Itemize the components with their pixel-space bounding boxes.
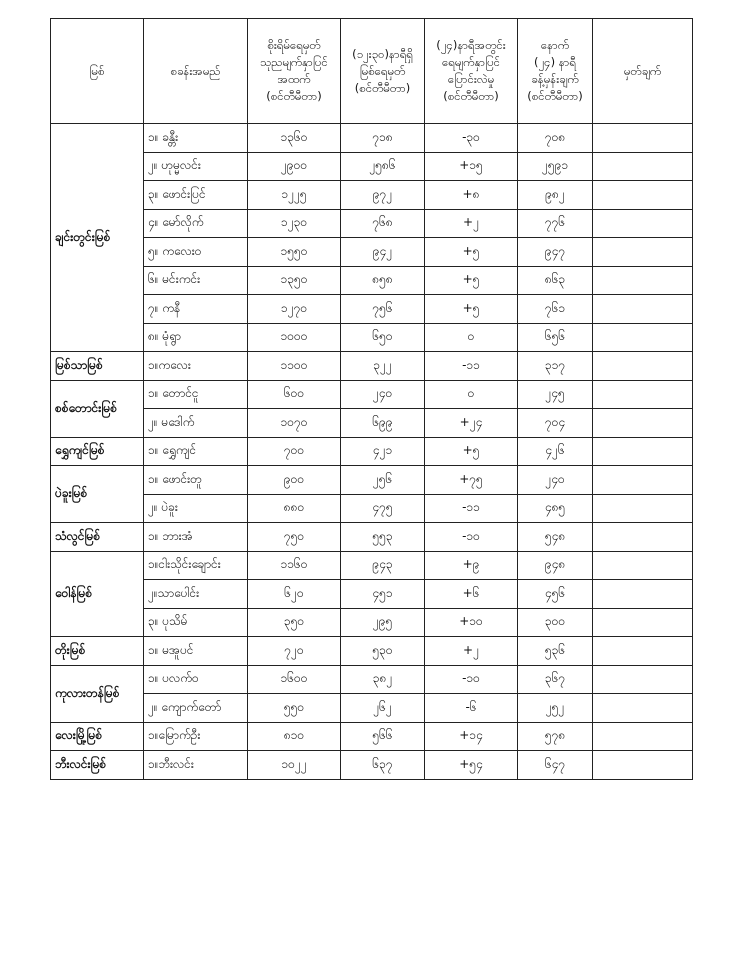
current-level-cell: ၂၄၀	[341, 380, 425, 409]
station-name-cell: ၃။ ပုသိမ်	[144, 608, 248, 637]
forecast-cell: ၃၆၇	[518, 665, 593, 694]
forecast-cell: ၆၅၆	[518, 323, 593, 352]
danger-level-cell: ၁၀၀၀	[248, 323, 341, 352]
current-level-cell: ၂၅၈၆	[341, 152, 425, 181]
change-cell: +၅၄	[425, 751, 518, 780]
table-row	[51, 295, 693, 324]
note-cell	[593, 323, 693, 352]
header-danger-line: စိုးရိမ်ရေမှတ်	[267, 38, 321, 52]
table-row	[51, 380, 693, 409]
forecast-cell: ၅၄၈	[518, 523, 593, 552]
header-change-line: ရေမျက်နှာပြင်	[441, 55, 501, 69]
change-cell: +၅	[425, 266, 518, 295]
note-cell	[593, 352, 693, 381]
station-name-cell: ၁။ တောင်ငူ	[144, 380, 248, 409]
station-name-cell: ၁။ ဘားအံ	[144, 523, 248, 552]
danger-level-cell: ၃၅၀	[248, 608, 341, 637]
table-row	[51, 266, 693, 295]
station-name-cell: ၈။ မုံရွာ	[144, 323, 248, 352]
station-name-cell: ၂။ ပဲခူး	[144, 494, 248, 523]
danger-level-cell: ၇၂၀	[248, 637, 341, 666]
water-level-report	[50, 18, 692, 780]
change-cell: -၃၀	[425, 124, 518, 153]
river-name-cell: ချင်းတွင်းမြစ်	[51, 124, 144, 352]
change-cell: -၁၀	[425, 665, 518, 694]
forecast-cell: ၃၁၇	[518, 352, 593, 381]
river-name-cell: လေးမြို့မြစ်	[51, 722, 144, 751]
change-cell: +၉	[425, 551, 518, 580]
danger-level-cell: ၇၅၀	[248, 523, 341, 552]
header-change	[425, 19, 518, 124]
change-cell: +၂၄	[425, 409, 518, 438]
header-river	[51, 19, 144, 124]
table-row	[51, 209, 693, 238]
header-danger-line: အထက်	[277, 72, 311, 86]
note-cell	[593, 238, 693, 267]
current-level-cell: ၈၅၈	[341, 266, 425, 295]
table-row	[51, 466, 693, 495]
note-cell	[593, 466, 693, 495]
forecast-cell: ၂၄၀	[518, 466, 593, 495]
station-name-cell: ၅။ ကလေးဝ	[144, 238, 248, 267]
table-row	[51, 238, 693, 267]
current-level-cell: ၆၅၀	[341, 323, 425, 352]
forecast-cell: ၄၂၆	[518, 437, 593, 466]
table-row	[51, 181, 693, 210]
station-name-cell: ၁။ငါးသိုင်းချောင်း	[144, 551, 248, 580]
table-body	[51, 124, 693, 780]
danger-level-cell: ၆၀၀	[248, 380, 341, 409]
note-cell	[593, 580, 693, 609]
danger-level-cell: ၁၃၅၀	[248, 266, 341, 295]
current-level-cell: ၆၃၇	[341, 751, 425, 780]
change-cell: -၁၁	[425, 494, 518, 523]
current-level-cell: ၅၆၆	[341, 722, 425, 751]
change-cell: -၆	[425, 694, 518, 723]
forecast-cell: ၉၄၈	[518, 551, 593, 580]
danger-level-cell: ၂၉၀၀	[248, 152, 341, 181]
header-river-label: မြစ်	[89, 63, 105, 78]
station-name-cell: ၂။ မဒေါက်	[144, 409, 248, 438]
header-note	[593, 19, 693, 124]
danger-level-cell: ၁၂၇၀	[248, 295, 341, 324]
table-row	[51, 637, 693, 666]
table-row	[51, 494, 693, 523]
forecast-cell: ၇၀၈	[518, 124, 593, 153]
note-cell	[593, 181, 693, 210]
current-level-cell: ၂၆၂	[341, 694, 425, 723]
current-level-cell: ၄၂၁	[341, 437, 425, 466]
header-current-level	[341, 19, 425, 124]
header-danger-line: သုညမျက်နှာပြင်	[260, 55, 328, 69]
forecast-cell: ၇၇၆	[518, 209, 593, 238]
station-name-cell: ၄။ မော်လိုက်	[144, 209, 248, 238]
change-cell: ၀	[425, 380, 518, 409]
current-level-cell: ၃၈၂	[341, 665, 425, 694]
current-level-cell: ၆၉၉	[341, 409, 425, 438]
current-level-cell: ၉၄၂	[341, 238, 425, 267]
header-forecast-line: (စင်တီမီတာ)	[527, 89, 583, 103]
header-forecast-line: ခန့်မှန်းချက်	[531, 72, 579, 86]
header-current-line: (စင်တီမီတာ)	[354, 80, 411, 95]
current-level-cell: ၉၄၃	[341, 551, 425, 580]
table-row	[51, 352, 693, 381]
header-note-label: မှတ်ချက်	[623, 63, 662, 78]
danger-level-cell: ၁၃၆၀	[248, 124, 341, 153]
forecast-cell: ၆၄၇	[518, 751, 593, 780]
station-name-cell: ၁။ ခန္တီး	[144, 124, 248, 153]
note-cell	[593, 494, 693, 523]
change-cell: +၈	[425, 181, 518, 210]
danger-level-cell: ၁၂၃၀	[248, 209, 341, 238]
forecast-cell: ၈၆၃	[518, 266, 593, 295]
forecast-cell: ၂၅၂	[518, 694, 593, 723]
current-level-cell: ၉၇၂	[341, 181, 425, 210]
header-current-line: (၁၂း၃၀)နာရီရှိ	[352, 46, 413, 61]
forecast-cell: ၇၆၁	[518, 295, 593, 324]
forecast-cell: ၅၇၈	[518, 722, 593, 751]
station-name-cell: ၁။ မအူပင်	[144, 637, 248, 666]
header-station-label: စခန်းအမည်	[170, 63, 221, 78]
header-change-line: ပြောင်းလဲမှု	[447, 72, 495, 86]
danger-level-cell: ၈၁၀	[248, 722, 341, 751]
station-name-cell: ၇။ ကနီ	[144, 295, 248, 324]
water-level-table	[50, 18, 693, 780]
river-name-cell: ကုလားတန်မြစ်	[51, 665, 144, 722]
danger-level-cell: ၁၆၀၀	[248, 665, 341, 694]
header-danger-level	[248, 19, 341, 124]
danger-level-cell: ၁၁၆၀	[248, 551, 341, 580]
table-row	[51, 551, 693, 580]
danger-level-cell: ၁၀၂၂	[248, 751, 341, 780]
header-station	[144, 19, 248, 124]
change-cell: -၁၁	[425, 352, 518, 381]
table-row	[51, 722, 693, 751]
river-name-cell: မြစ်သာမြစ်	[51, 352, 144, 381]
change-cell: ၀	[425, 323, 518, 352]
river-name-cell: တိုးမြစ်	[51, 637, 144, 666]
note-cell	[593, 152, 693, 181]
header-change-line: (စင်တီမီတာ)	[443, 89, 499, 103]
change-cell: +၂	[425, 209, 518, 238]
river-name-cell: စစ်တောင်းမြစ်	[51, 380, 144, 437]
danger-level-cell: ၉၀၀	[248, 466, 341, 495]
note-cell	[593, 551, 693, 580]
current-level-cell: ၇၆၈	[341, 209, 425, 238]
current-level-cell: ၂၅၆	[341, 466, 425, 495]
note-cell	[593, 751, 693, 780]
change-cell: -၁၀	[425, 523, 518, 552]
table-row	[51, 152, 693, 181]
current-level-cell: ၇၅၆	[341, 295, 425, 324]
note-cell	[593, 665, 693, 694]
header-current-line: မြစ်ရေမှတ်	[359, 63, 406, 78]
table-row	[51, 523, 693, 552]
current-level-cell: ၂၉၅	[341, 608, 425, 637]
station-name-cell: ၂။သာပေါင်း	[144, 580, 248, 609]
forecast-cell: ၄၅၆	[518, 580, 593, 609]
forecast-cell: ၉၄၇	[518, 238, 593, 267]
change-cell: +၁၄	[425, 722, 518, 751]
danger-level-cell: ၆၂၀	[248, 580, 341, 609]
note-cell	[593, 409, 693, 438]
current-level-cell: ၃၂၂	[341, 352, 425, 381]
current-level-cell: ၄၇၅	[341, 494, 425, 523]
table-row	[51, 665, 693, 694]
forecast-cell: ၇၀၄	[518, 409, 593, 438]
change-cell: +၁၅	[425, 152, 518, 181]
note-cell	[593, 637, 693, 666]
note-cell	[593, 437, 693, 466]
danger-level-cell: ၇၀၀	[248, 437, 341, 466]
table-row	[51, 409, 693, 438]
station-name-cell: ၁။ဘီးလင်း	[144, 751, 248, 780]
change-cell: +၆	[425, 580, 518, 609]
header-danger-line: (စင်တီမီတာ)	[266, 89, 322, 103]
header-row	[51, 19, 693, 124]
header-forecast	[518, 19, 593, 124]
forecast-cell: ၅၃၆	[518, 637, 593, 666]
danger-level-cell: ၁၀၇၀	[248, 409, 341, 438]
current-level-cell: ၇၁၈	[341, 124, 425, 153]
river-name-cell: ဝေါန်မြစ်	[51, 551, 144, 637]
note-cell	[593, 295, 693, 324]
change-cell: +၅	[425, 238, 518, 267]
change-cell: +၅	[425, 437, 518, 466]
current-level-cell: ၄၅၁	[341, 580, 425, 609]
current-level-cell: ၅၅၃	[341, 523, 425, 552]
header-forecast-line: နောက်	[540, 38, 570, 52]
table-row	[51, 694, 693, 723]
forecast-cell: ၂၅၉၁	[518, 152, 593, 181]
note-cell	[593, 523, 693, 552]
danger-level-cell: ၁၁၀၀	[248, 352, 341, 381]
table-row	[51, 437, 693, 466]
forecast-cell: ၂၄၅	[518, 380, 593, 409]
table-row	[51, 751, 693, 780]
station-name-cell: ၁။ကလေး	[144, 352, 248, 381]
change-cell: +၅	[425, 295, 518, 324]
danger-level-cell: ၁၅၅၀	[248, 238, 341, 267]
station-name-cell: ၁။မြောက်ဦး	[144, 722, 248, 751]
danger-level-cell: ၁၂၂၅	[248, 181, 341, 210]
change-cell: +၁၀	[425, 608, 518, 637]
station-name-cell: ၃။ ဖောင်းပြင်	[144, 181, 248, 210]
note-cell	[593, 209, 693, 238]
station-name-cell: ၂။ ကျောက်တော်	[144, 694, 248, 723]
river-name-cell: ပဲခူးမြစ်	[51, 466, 144, 523]
note-cell	[593, 380, 693, 409]
note-cell	[593, 266, 693, 295]
header-forecast-line: (၂၄) နာရီ	[533, 55, 577, 69]
river-name-cell: သံလွင်မြစ်	[51, 523, 144, 552]
change-cell: +၇၅	[425, 466, 518, 495]
station-name-cell: ၆။ မင်းကင်း	[144, 266, 248, 295]
note-cell	[593, 608, 693, 637]
station-name-cell: ၂။ ဟုမ္မလင်း	[144, 152, 248, 181]
river-name-cell: ရွှေကျင်မြစ်	[51, 437, 144, 466]
table-row	[51, 323, 693, 352]
forecast-cell: ၉၈၂	[518, 181, 593, 210]
table-row	[51, 608, 693, 637]
river-name-cell: ဘီးလင်းမြစ်	[51, 751, 144, 780]
danger-level-cell: ၈၈၀	[248, 494, 341, 523]
current-level-cell: ၅၃၀	[341, 637, 425, 666]
table-row	[51, 580, 693, 609]
note-cell	[593, 124, 693, 153]
note-cell	[593, 694, 693, 723]
header-change-line: (၂၄)နာရီအတွင်း	[436, 38, 506, 52]
table-row	[51, 124, 693, 153]
change-cell: +၂	[425, 637, 518, 666]
forecast-cell: ၃၀၀	[518, 608, 593, 637]
note-cell	[593, 722, 693, 751]
station-name-cell: ၁။ ရွှေကျင်	[144, 437, 248, 466]
station-name-cell: ၁။ ပလက်ဝ	[144, 665, 248, 694]
station-name-cell: ၁။ ဖောင်းတူ	[144, 466, 248, 495]
danger-level-cell: ၅၅၀	[248, 694, 341, 723]
forecast-cell: ၄၈၅	[518, 494, 593, 523]
